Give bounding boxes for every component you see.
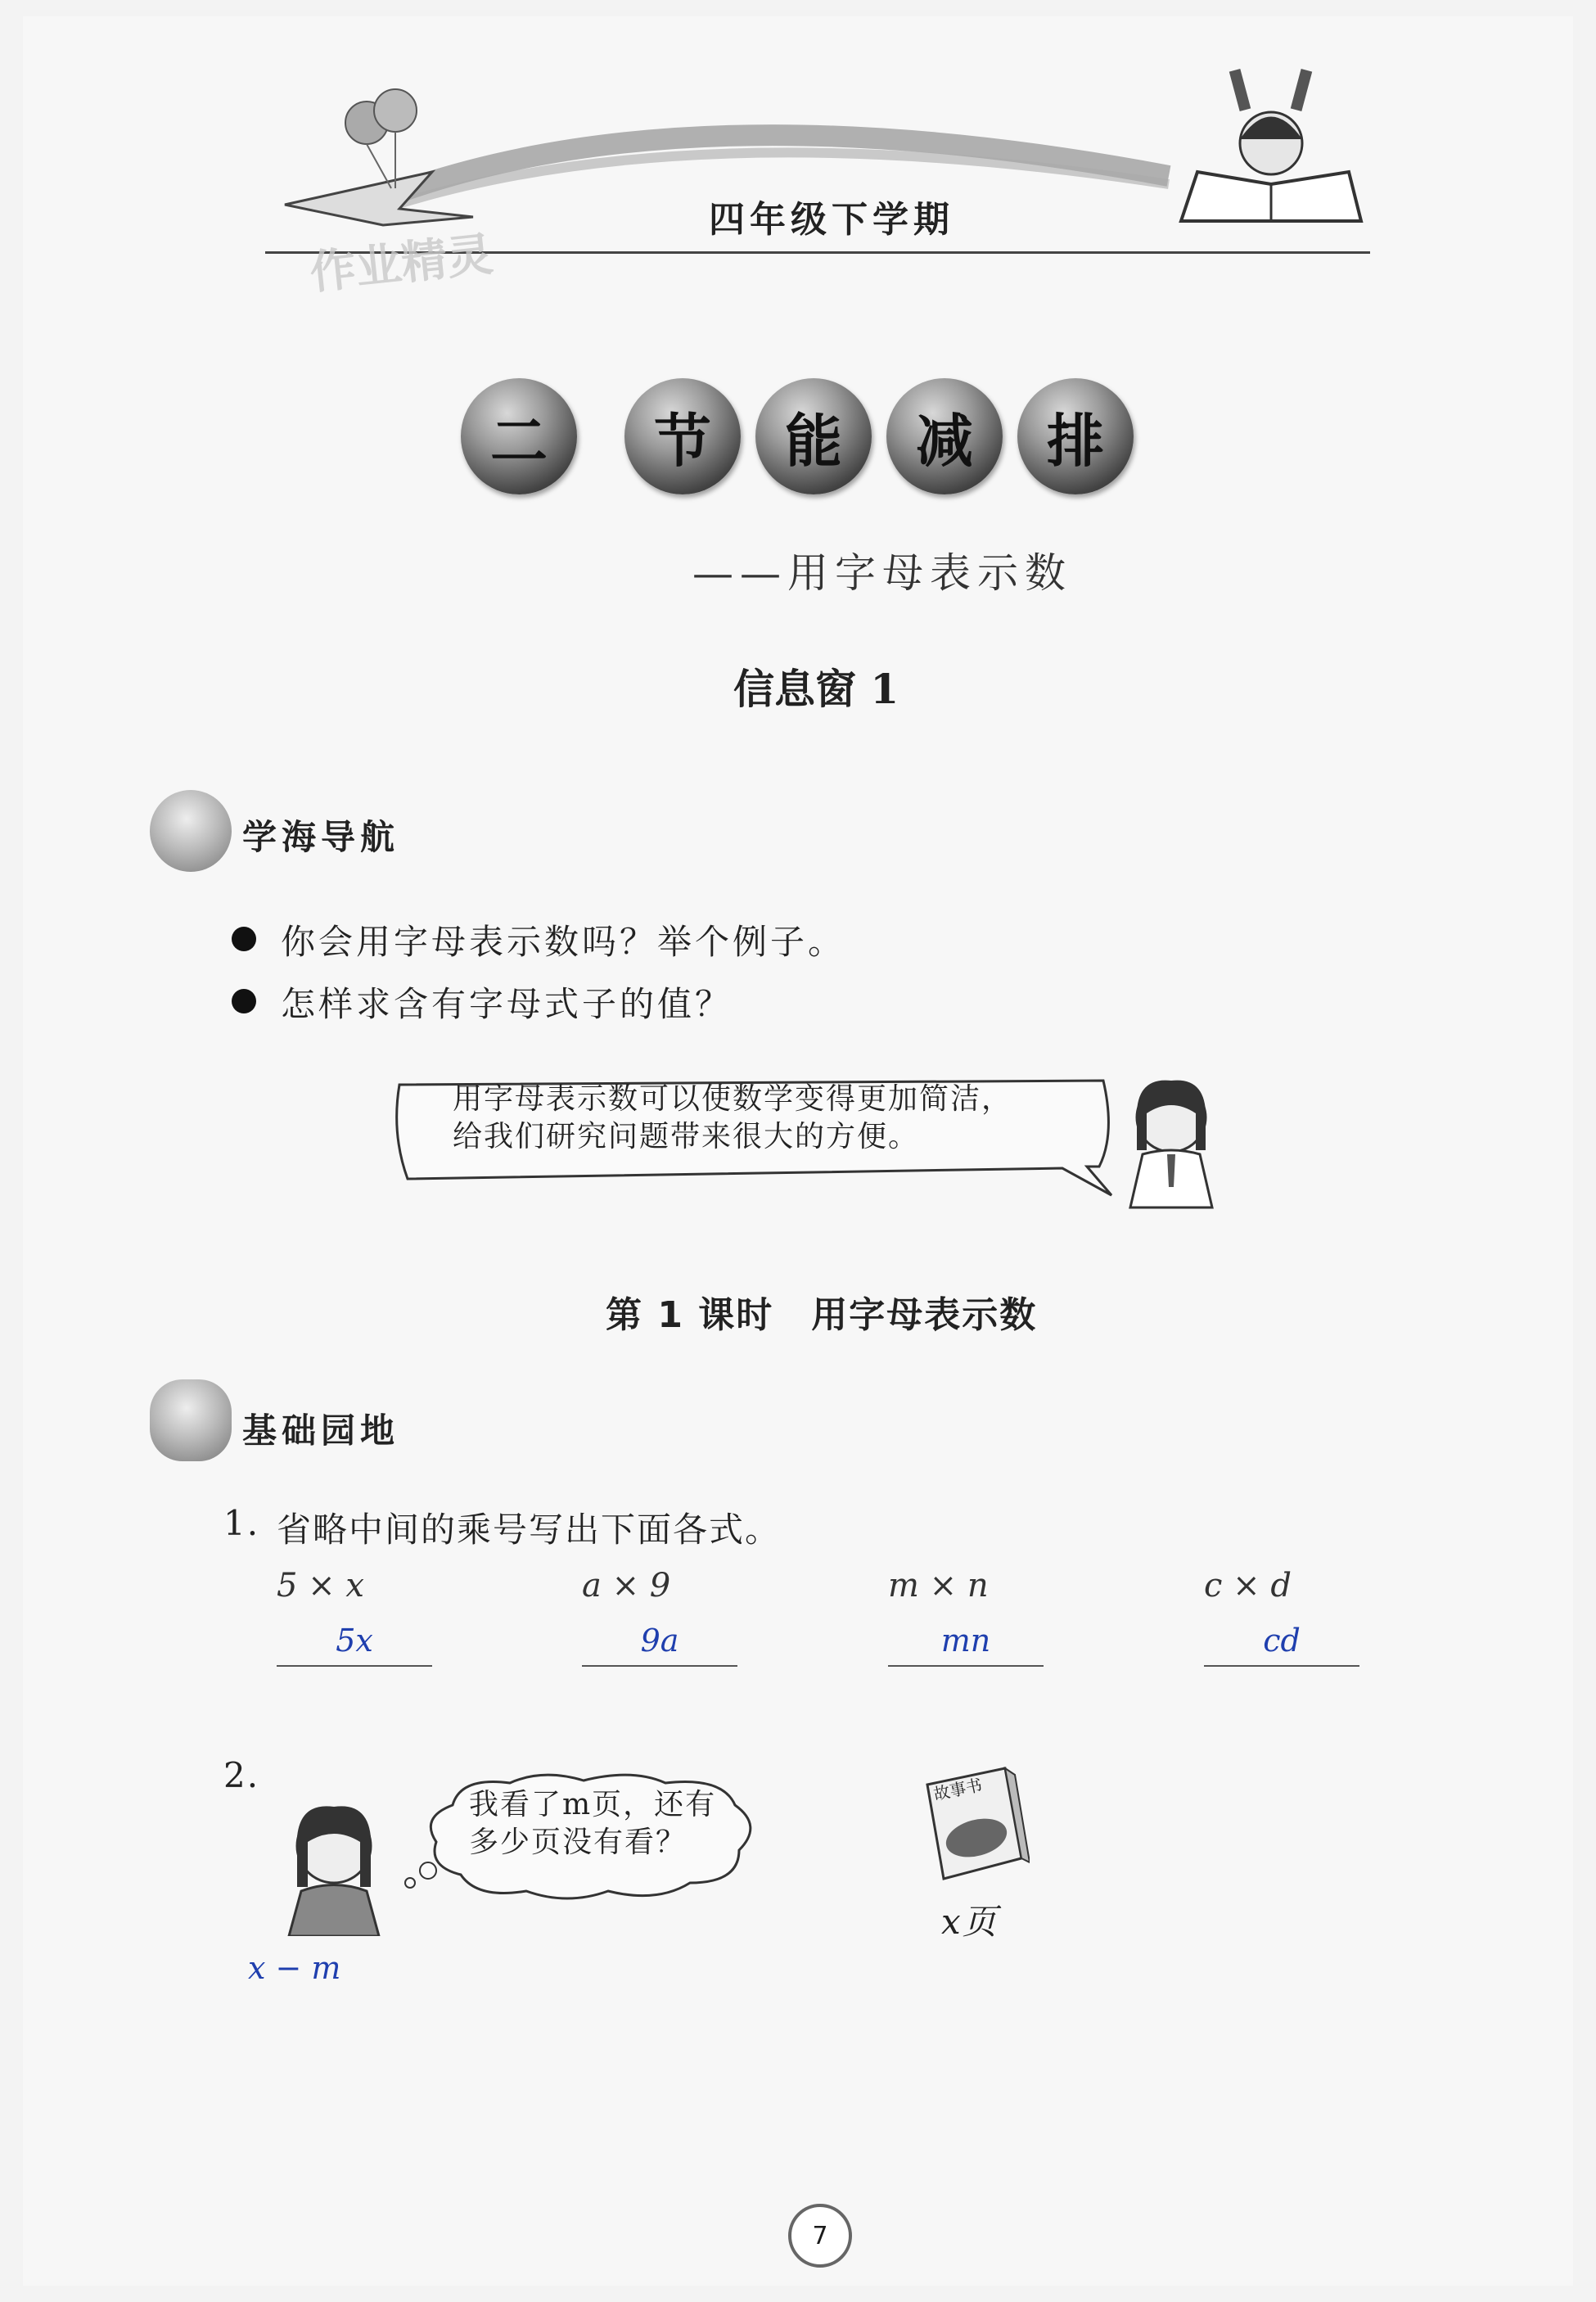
- q1-text: 省略中间的乘号写出下面各式。: [277, 1510, 782, 1550]
- q1-answer-1[interactable]: 5x: [336, 1623, 373, 1659]
- q1-expr-4: c × d: [1204, 1567, 1292, 1605]
- answer-blank-line: [582, 1665, 737, 1667]
- page: [23, 16, 1573, 2286]
- guide-bullet-2: 怎样求含有字母式子的值？: [281, 984, 733, 1024]
- info-window-title: 信息窗 1: [733, 665, 899, 713]
- unit-title-char-5: 排: [1017, 378, 1134, 494]
- basics-section-title: 基础园地: [242, 1411, 400, 1451]
- q1-answer-2[interactable]: 9a: [640, 1623, 679, 1659]
- page-number: 7: [788, 2204, 852, 2268]
- grade-label: 四年级下学期: [709, 199, 954, 241]
- bullet-icon: [232, 989, 256, 1013]
- unit-subtitle: ——用字母表示数: [692, 549, 1072, 597]
- guide-section-icon: [150, 790, 232, 872]
- girl-illustration: [1110, 1072, 1233, 1212]
- book-label: 故事书: [931, 1774, 985, 1804]
- q1-expr-2: a × 9: [582, 1567, 671, 1605]
- unit-title-char-1: 二: [461, 378, 577, 494]
- q1-answer-4[interactable]: cd: [1263, 1623, 1301, 1659]
- lesson-title: 第 1 课时 用字母表示数: [606, 1294, 1038, 1336]
- answer-blank-line: [1204, 1665, 1359, 1667]
- thought-line-2: 多少页没有看？: [469, 1826, 688, 1859]
- basics-section-icon: [150, 1379, 232, 1461]
- q1-expr-3: m × n: [888, 1567, 989, 1605]
- thought-line-1: 我看了m页，还有: [469, 1788, 717, 1821]
- q1-answer-3[interactable]: mn: [940, 1623, 991, 1659]
- q1-expr-1: 5 × x: [277, 1567, 364, 1605]
- speech-line-1: 用字母表示数可以使数学变得更加简洁，: [453, 1082, 1013, 1116]
- q2-answer[interactable]: x − m: [248, 1950, 341, 1986]
- unit-title-char-4: 减: [886, 378, 1003, 494]
- q1-number: 1.: [223, 1503, 260, 1543]
- q2-number: 2.: [223, 1755, 260, 1795]
- guide-bullet-1: 你会用字母表示数吗？举个例子。: [281, 922, 846, 962]
- watermark: 作业精灵: [307, 228, 496, 300]
- unit-title-char-3: 能: [755, 378, 872, 494]
- girl-reading-illustration: [1165, 61, 1377, 233]
- guide-section-title: 学海导航: [242, 817, 400, 857]
- answer-blank-line: [277, 1665, 432, 1667]
- bullet-icon: [232, 927, 256, 951]
- girl-thinking-illustration: [268, 1797, 408, 1936]
- unit-title-char-2: 节: [624, 378, 741, 494]
- answer-blank-line: [888, 1665, 1044, 1667]
- book-pages: x页: [941, 1902, 999, 1942]
- speech-line-2: 给我们研究问题带来很大的方便。: [453, 1120, 920, 1153]
